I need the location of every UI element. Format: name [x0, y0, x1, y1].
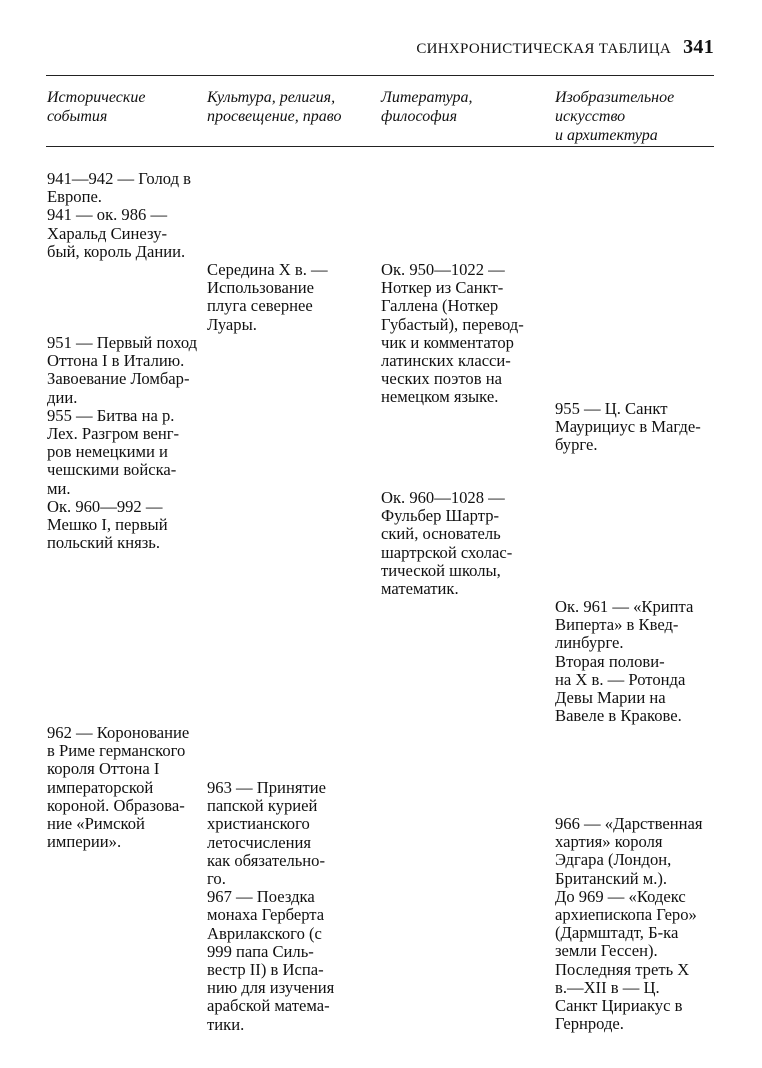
literature-entry: Ок. 950—1022 — Ноткер из Санкт- Галлена (Ноткер Губастый), перевод- чик и комментатор латинских класси- ческих поэтов на немецком языке.: [381, 260, 524, 407]
running-head: [416, 36, 714, 59]
culture-entry: 963 — Принятие папской курией христианского летосчисления как обязательно- го. 967 — Поездка монаха Герберта Аврилакского (с 999 папа Силь- вестр II) в Испа- нию для изучения арабской матема- тики.: [207, 778, 335, 1034]
art-entry: 966 — «Дарственная хартия» короля Эдгара (Лондон, Британский м.). До 969 — «Кодекс архиепископа Геро» (Дармштадт, Б-ка земли Гессен). Последняя треть X в.—XII в — Ц. Санкт Цириакус в Гернроде.: [555, 814, 703, 1034]
history-entry: 941—942 — Голод в Европе. 941 — ок. 986 — Харальд Синезу- бый, король Дании.: [47, 169, 192, 261]
art-entry: 955 — Ц. Санкт Маурициус в Магде- бурге.: [555, 399, 701, 455]
column-header-art: Изобразительное искусство и архитектура: [555, 89, 675, 144]
art-entry: Ок. 961 — «Крипта Виперта» в Квед- линбурге. Вторая полови- на X в. — Ротонда Девы Марии на Вавеле в Кракове.: [555, 597, 694, 726]
culture-entry: Середина X в. — Использование плуга севернее Луары.: [207, 260, 328, 334]
column-header-history: Исторические события: [47, 89, 146, 125]
column-header-culture: Культура, религия, просвещение, право: [207, 89, 342, 125]
header-rule: [46, 146, 714, 147]
top-rule: [46, 75, 714, 76]
history-entry: 962 — Коронование в Риме германского короля Оттона I императорской короной. Образова- ние «Римской империи».: [47, 723, 190, 852]
column-header-literature: Литература, философия: [381, 89, 473, 125]
page-number: 341: [683, 36, 714, 58]
literature-entry: Ок. 960—1028 — Фульбер Шартр- ский, основатель шартрской схолас- тической школы, математик.: [381, 488, 513, 599]
history-entry: 951 — Первый поход Оттона I в Италию. Завоевание Ломбар- дии. 955 — Битва на р. Лех. Разгром венг- ров немецкими и чешскими войска- ми. Ок. 960—992 — Мешко I, первый польский князь.: [47, 333, 198, 553]
running-head-title: СИНХРОНИСТИЧЕСКАЯ ТАБЛИЦА: [416, 41, 672, 57]
